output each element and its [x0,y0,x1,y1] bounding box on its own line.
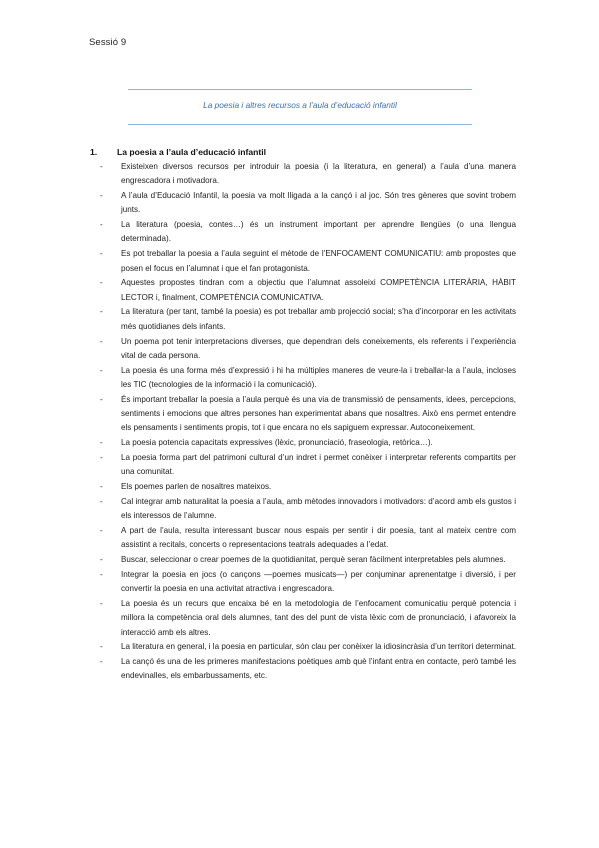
list-item-text: Es pot treballar la poesia a l’aula seguint el mètode de l’ENFOCAMENT COMUNICATIU: amb propostes que posen el focus en l’alumnat i que el fan protagonista. [121,249,516,273]
bullet-dash: - [100,365,103,375]
list-item [100,480,516,494]
list-item-text: Existeixen diversos recursos per introduir la poesia (i la literatura, en general) a l’aula d’una manera engrescadora i motivadora. [121,162,516,186]
session-label: Sessió 9 [89,37,127,48]
list-item-text: La poesia potencia capacitats expressives (lèxic, pronunciació, fraseologia, retòrica…). [121,438,433,448]
list-item-text: La cançó és una de les primeres manifestacions poètiques amb què l’infant entra en contacte, però també les endevinalles, els embarbussaments, etc. [121,657,516,681]
bullet-dash: - [100,525,103,535]
list-item [100,276,516,305]
list-item-text: A part de l’aula, resulta interessant buscar nous espais per sentir i dir poesia, tant al mateix centre com assistint a recitals, concerts o representacions teatrals adequades a l’edat. [121,525,516,550]
bullet-dash: - [100,278,103,288]
list-item-text: Cal integrar amb naturalitat la poesia a l’aula, amb mètodes innovadors i motivadors: d’acord amb els gustos i els interessos de l’alumne. [121,496,516,521]
list-item [100,640,516,654]
bullet-dash: - [100,657,103,667]
list-item [100,597,516,640]
list-item [100,553,516,567]
list-item [100,189,516,218]
bullet-dash: - [100,249,103,259]
list-item [100,335,516,364]
bullet-dash: - [100,220,103,230]
bullet-list [100,160,516,684]
bullet-dash: - [100,496,103,506]
bullet-dash: - [100,394,103,404]
list-item [100,364,516,393]
list-item-text: Buscar, seleccionar o crear poemes de la quotidianitat, perquè seran fàcilment interpretables pels alumnes. [121,555,506,565]
section-heading [90,147,266,157]
list-item [100,160,516,189]
bullet-dash: - [100,191,103,201]
list-item-text: La poesia forma part del patrimoni cultural d’un indret i permet conèixer i interpretar referents compartits per una comunitat. [121,452,516,477]
list-item-text: Un poema pot tenir interpretacions diverses, que dependran dels coneixements, els referents i l’experiència vital de cada persona. [121,336,516,360]
bullet-dash: - [100,438,103,448]
list-item-text: La literatura en general, i la poesia en particular, són clau per conèixer la idiosincràsia d’un territori determinat. [121,642,517,652]
list-item-text: La literatura (poesia, contes…) és un instrument important per aprendre llengües (o una llengua determinada). [121,220,516,244]
list-item [100,451,516,480]
bullet-dash: - [100,642,103,652]
list-item [100,393,516,436]
section-number: 1. [90,147,98,157]
list-item-text: Integrar la poesia en jocs (o cançons —poemes musicats—) per conjuminar aprenentatge i diversió, i per convertir la poesia en una activitat atractiva i engrescadora. [121,569,516,594]
list-item-text: A l’aula d’Educació Infantil, la poesia va molt lligada a la cançó i al joc. Són tres gèneres que sovint trobem junts. [121,191,516,215]
bullet-dash: - [100,307,103,317]
list-item-text: La poesia és una forma més d’expressió i hi ha múltiples maneres de veure-la i treballar-la a l’aula, incloses les TIC (tecnologies de la informació i la comunicació). [121,365,516,389]
document-subtitle: La poesia i altres recursos a l’aula d’educació infantil [203,100,397,110]
list-item-text: La poesia és un recurs que encaixa bé en la metodologia de l’enfocament comunicatiu perquè potencia i millora la competència oral dels alumnes, tant des del punt de vista lèxic com de pronunciació, i afavoreix la interacció amb els altres. [121,598,516,637]
bullet-dash: - [100,555,103,565]
banner-top-rule [128,89,472,90]
bullet-dash: - [100,482,103,492]
bullet-dash: - [100,452,103,462]
list-item-text: La literatura (per tant, també la poesia) es pot treballar amb projecció social; s’ha d’incorporar en les activitats més quotidianes dels infants. [121,307,516,331]
list-item [100,568,516,597]
list-item-text: Els poemes parlen de nosaltres mateixos. [121,482,272,492]
bullet-dash: - [100,162,103,171]
list-item [100,524,516,553]
list-item [100,436,516,450]
list-item [100,218,516,247]
bullet-dash: - [100,336,103,346]
list-item [100,305,516,334]
section-title: La poesia a l’aula d’educació infantil [117,147,266,157]
list-item-text: És important treballar la poesia a l’aula perquè és una via de transmissió de pensaments, idees, percepcions, sentiments i emocions que altres persones han experimentat abans que nosaltres. Això ens permet entendre els pensaments i sentiments propis, tot i que encara no els sapiguem expressar. Autoconeixement. [121,394,516,433]
list-item-text: Aquestes propostes tindran com a objectiu que l’alumnat assoleixi COMPETÈNCIA LITERÀRIA, HÀBIT LECTOR i, finalment, COMPETÈNCIA COMUNICATIVA. [121,278,516,302]
bullet-dash: - [100,598,103,608]
list-item [100,655,516,684]
list-item [100,495,516,524]
banner-bottom-rule [128,124,472,125]
list-item [100,247,516,276]
bullet-dash: - [100,569,103,579]
